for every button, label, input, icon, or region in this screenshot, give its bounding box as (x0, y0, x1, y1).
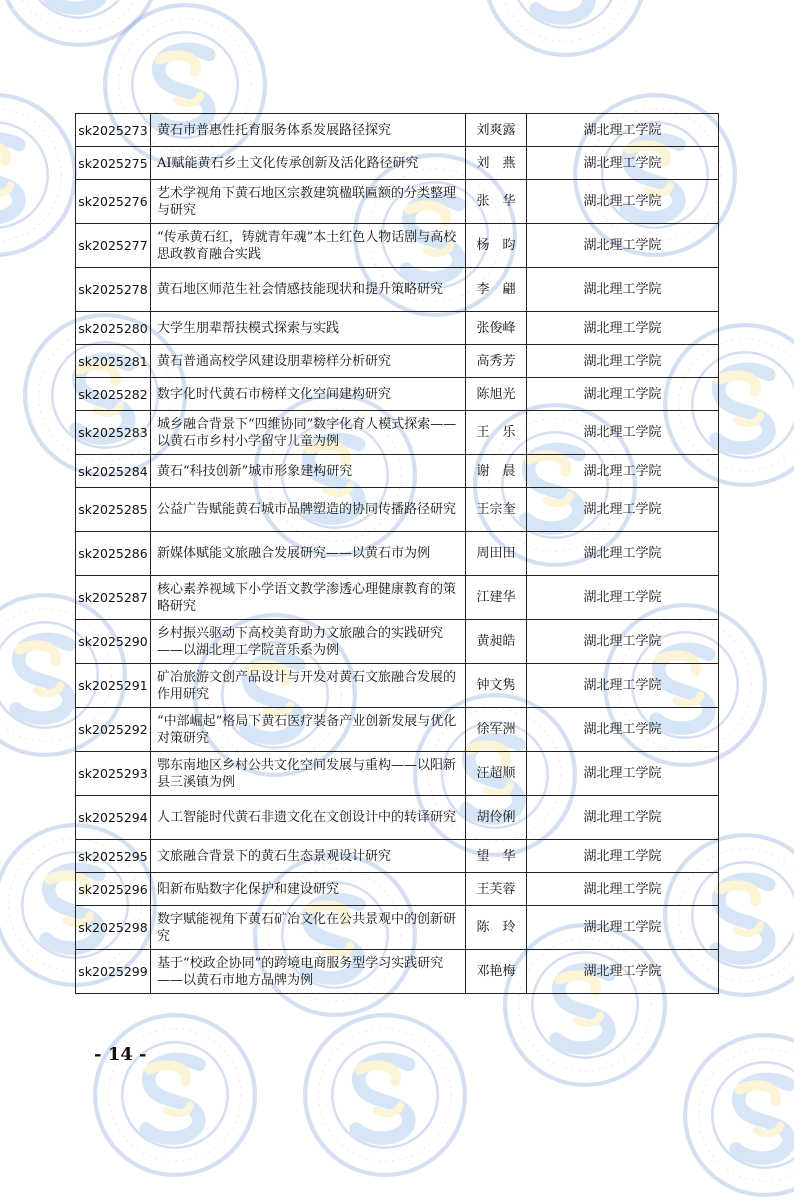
project-organization-cell: 湖北理工学院 (527, 906, 719, 950)
project-organization-cell: 湖北理工学院 (527, 268, 719, 312)
table-row (76, 840, 719, 873)
project-organization-cell: 湖北理工学院 (527, 840, 719, 873)
table-row (76, 268, 719, 312)
project-code-cell: sk2025286 (76, 532, 151, 576)
page-number: - 14 - (94, 1044, 147, 1065)
project-code-cell: sk2025294 (76, 796, 151, 840)
project-organization-cell: 湖北理工学院 (527, 873, 719, 906)
table-row (76, 796, 719, 840)
project-code-cell: sk2025277 (76, 224, 151, 268)
project-leader-cell: 高秀芳 (466, 345, 527, 378)
project-title-cell: 数字化时代黄石市榜样文化空间建构研究 (151, 378, 466, 411)
project-leader-cell: 王宗奎 (466, 488, 527, 532)
project-organization-cell: 湖北理工学院 (527, 345, 719, 378)
project-table-container (75, 113, 719, 994)
project-leader-cell: 汪超顺 (466, 752, 527, 796)
project-code-cell: sk2025282 (76, 378, 151, 411)
table-row (76, 576, 719, 620)
project-leader-cell: 周田田 (466, 532, 527, 576)
table-row (76, 312, 719, 345)
project-leader-cell: 胡伶俐 (466, 796, 527, 840)
table-row (76, 752, 719, 796)
project-leader-cell: 钟文隽 (466, 664, 527, 708)
federation-seal-icon (680, 1030, 794, 1200)
project-organization-cell: 湖北理工学院 (527, 664, 719, 708)
project-organization-cell: 湖北理工学院 (527, 378, 719, 411)
table-row (76, 873, 719, 906)
project-table (75, 113, 719, 994)
project-code-cell: sk2025273 (76, 114, 151, 147)
federation-seal-icon (0, 90, 80, 260)
project-code-cell: sk2025275 (76, 147, 151, 180)
table-row (76, 906, 719, 950)
project-title-cell: “传承黄石红，铸就青年魂”本土红色人物话剧与高校思政教育融合实践 (151, 224, 466, 268)
project-leader-cell: 张俊峰 (466, 312, 527, 345)
federation-seal-icon (300, 1010, 470, 1180)
project-title-cell: 大学生朋辈帮扶模式探索与实践 (151, 312, 466, 345)
table-row (76, 620, 719, 664)
project-leader-cell: 徐军洲 (466, 708, 527, 752)
project-title-cell: 黄石“科技创新”城市形象建构研究 (151, 455, 466, 488)
project-code-cell: sk2025290 (76, 620, 151, 664)
table-row (76, 224, 719, 268)
project-organization-cell: 湖北理工学院 (527, 147, 719, 180)
project-title-cell: 核心素养视域下小学语文教学渗透心理健康教育的策略研究 (151, 576, 466, 620)
project-title-cell: 矿冶旅游文创产品设计与开发对黄石文旅融合发展的作用研究 (151, 664, 466, 708)
project-leader-cell: 江建华 (466, 576, 527, 620)
project-title-cell: 黄石市普惠性托育服务体系发展路径探究 (151, 114, 466, 147)
project-leader-cell: 王芙蓉 (466, 873, 527, 906)
project-leader-cell: 黄昶皓 (466, 620, 527, 664)
project-title-cell: 文旅融合背景下的黄石生态景观设计研究 (151, 840, 466, 873)
project-code-cell: sk2025292 (76, 708, 151, 752)
project-organization-cell: 湖北理工学院 (527, 455, 719, 488)
project-leader-cell: 望 华 (466, 840, 527, 873)
project-code-cell: sk2025287 (76, 576, 151, 620)
project-leader-cell: 刘爽露 (466, 114, 527, 147)
project-leader-cell: 陈旭光 (466, 378, 527, 411)
federation-seal-icon (90, 1010, 260, 1180)
project-organization-cell: 湖北理工学院 (527, 950, 719, 994)
project-leader-cell: 王 乐 (466, 411, 527, 455)
project-leader-cell: 杨 昀 (466, 224, 527, 268)
project-code-cell: sk2025296 (76, 873, 151, 906)
project-organization-cell: 湖北理工学院 (527, 752, 719, 796)
table-row (76, 950, 719, 994)
project-title-cell: AI赋能黄石乡土文化传承创新及活化路径研究 (151, 147, 466, 180)
project-leader-cell: 邓艳梅 (466, 950, 527, 994)
project-code-cell: sk2025284 (76, 455, 151, 488)
project-code-cell: sk2025291 (76, 664, 151, 708)
table-row (76, 488, 719, 532)
project-organization-cell: 湖北理工学院 (527, 411, 719, 455)
project-organization-cell: 湖北理工学院 (527, 488, 719, 532)
project-title-cell: 乡村振兴驱动下高校美育助力文旅融合的实践研究——以湖北理工学院音乐系为例 (151, 620, 466, 664)
project-organization-cell: 湖北理工学院 (527, 796, 719, 840)
project-code-cell: sk2025293 (76, 752, 151, 796)
project-table-body (76, 114, 719, 994)
project-code-cell: sk2025299 (76, 950, 151, 994)
project-organization-cell: 湖北理工学院 (527, 532, 719, 576)
table-row (76, 532, 719, 576)
project-organization-cell: 湖北理工学院 (527, 114, 719, 147)
project-title-cell: 黄石普通高校学风建设朋辈榜样分析研究 (151, 345, 466, 378)
project-leader-cell: 李 翩 (466, 268, 527, 312)
project-code-cell: sk2025298 (76, 906, 151, 950)
project-leader-cell: 张 华 (466, 180, 527, 224)
project-organization-cell: 湖北理工学院 (527, 180, 719, 224)
project-organization-cell: 湖北理工学院 (527, 708, 719, 752)
project-leader-cell: 陈 玲 (466, 906, 527, 950)
project-title-cell: “中部崛起”格局下黄石医疗装备产业创新发展与优化对策研究 (151, 708, 466, 752)
project-code-cell: sk2025280 (76, 312, 151, 345)
project-title-cell: 公益广告赋能黄石城市品牌塑造的协同传播路径研究 (151, 488, 466, 532)
table-row (76, 180, 719, 224)
project-title-cell: 城乡融合背景下“四维协同”数字化育人模式探索——以黄石市乡村小学留守儿童为例 (151, 411, 466, 455)
federation-seal-icon (480, 0, 650, 60)
project-title-cell: 数字赋能视角下黄石矿冶文化在公共景观中的创新研究 (151, 906, 466, 950)
table-row (76, 378, 719, 411)
project-organization-cell: 湖北理工学院 (527, 620, 719, 664)
federation-seal-icon (0, 0, 164, 50)
project-organization-cell: 湖北理工学院 (527, 576, 719, 620)
table-row (76, 147, 719, 180)
project-code-cell: sk2025283 (76, 411, 151, 455)
project-title-cell: 艺术学视角下黄石地区宗教建筑楹联匾额的分类整理与研究 (151, 180, 466, 224)
table-row (76, 114, 719, 147)
project-title-cell: 基于“校政企协同”的跨境电商服务型学习实践研究——以黄石市地方品牌为例 (151, 950, 466, 994)
project-title-cell: 人工智能时代黄石非遗文化在文创设计中的转译研究 (151, 796, 466, 840)
table-row (76, 664, 719, 708)
project-code-cell: sk2025285 (76, 488, 151, 532)
project-code-cell: sk2025295 (76, 840, 151, 873)
project-code-cell: sk2025281 (76, 345, 151, 378)
project-organization-cell: 湖北理工学院 (527, 312, 719, 345)
table-row (76, 455, 719, 488)
project-title-cell: 阳新布贴数字化保护和建设研究 (151, 873, 466, 906)
table-row (76, 345, 719, 378)
table-row (76, 411, 719, 455)
project-code-cell: sk2025276 (76, 180, 151, 224)
project-title-cell: 新媒体赋能文旅融合发展研究——以黄石市为例 (151, 532, 466, 576)
project-leader-cell: 谢 晨 (466, 455, 527, 488)
project-organization-cell: 湖北理工学院 (527, 224, 719, 268)
project-title-cell: 黄石地区师范生社会情感技能现状和提升策略研究 (151, 268, 466, 312)
project-title-cell: 鄂东南地区乡村公共文化空间发展与重构——以阳新县三溪镇为例 (151, 752, 466, 796)
table-row (76, 708, 719, 752)
project-code-cell: sk2025278 (76, 268, 151, 312)
project-leader-cell: 刘 燕 (466, 147, 527, 180)
